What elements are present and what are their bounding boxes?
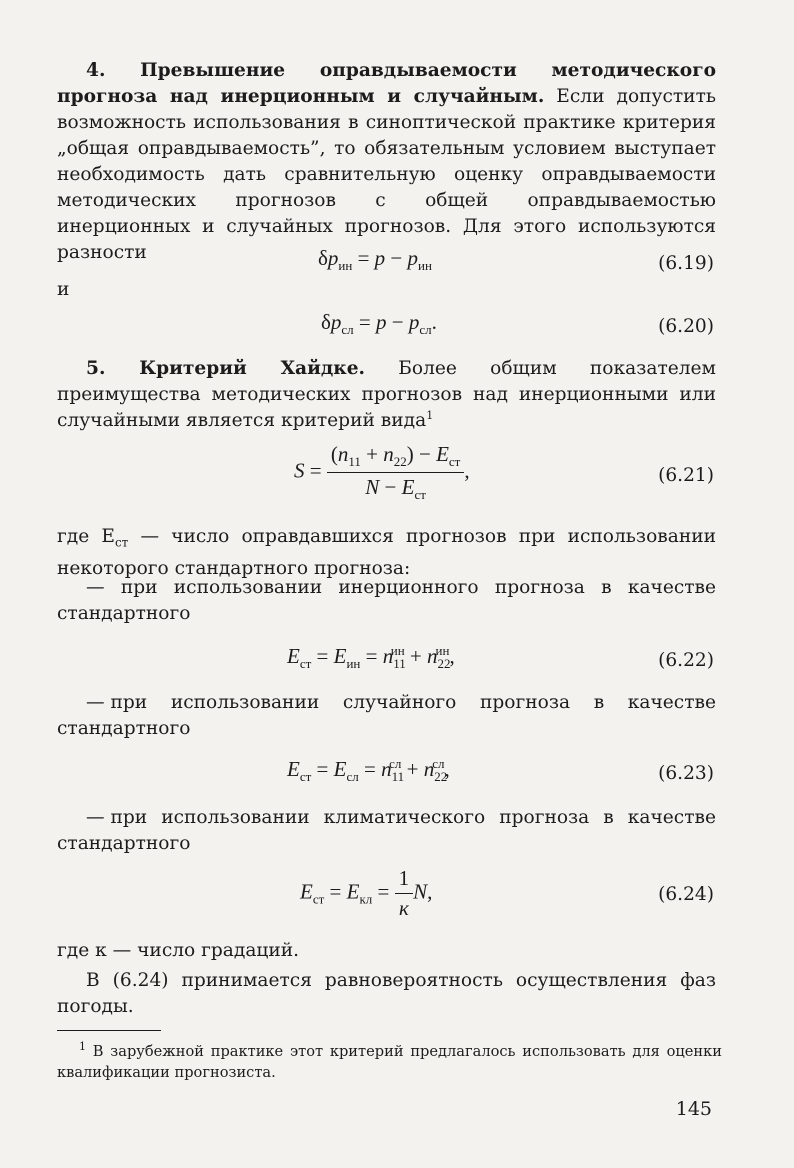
eq-number-6-19: (6.19)	[658, 253, 714, 274]
word: использовании	[161, 807, 310, 828]
word: качестве	[627, 692, 716, 713]
formula-6-20: $\delta p_{сл} = p - p_{сл}$.	[321, 310, 437, 338]
section-4-paragraph	[57, 58, 716, 266]
formula-6-21: S = $\frac{(n_{11} + n_{22}) - E_{ст}}{N - E_{ст}}$ ,	[294, 442, 470, 503]
where-paragraph-2: где к — число градаций.	[57, 940, 300, 961]
word: качестве	[627, 807, 716, 828]
word: прогноза	[499, 807, 590, 828]
where1-prefix: где E	[57, 526, 115, 547]
footnote	[57, 1041, 722, 1083]
section-5-paragraph	[57, 356, 716, 434]
formula-6-23: $E_{ст} = E_{сл} = n_{11}^{сл} + n_{22}^{сл}$,	[287, 756, 450, 785]
formula-6-22: $E_{ст} = E_{ин} = n_{11}^{ин} + n_{22}^{ин}$,	[287, 643, 455, 672]
footnote-text: В зарубежной практике этот критерий предлагалось использовать для оценки квалификации прогнозиста.	[57, 1043, 722, 1081]
eq-number-6-24: (6.24)	[658, 884, 714, 905]
word: использовании	[170, 692, 320, 713]
page-number: 145	[675, 1098, 712, 1120]
eq-number-6-22: (6.22)	[658, 650, 714, 671]
case-random-line1	[86, 690, 716, 716]
word: в	[603, 807, 614, 828]
word: климатического	[323, 807, 486, 828]
footnote-mark: 1	[79, 1040, 86, 1054]
where1-sub: ст	[114, 535, 129, 550]
case-inertial: — при использовании инерционного прогноза в качестве стандартного	[57, 577, 716, 624]
case-climatic-line1	[86, 805, 716, 831]
eq-number-6-21: (6.21)	[658, 465, 714, 486]
where-paragraph-1	[57, 524, 716, 582]
eq-number-6-23: (6.23)	[658, 763, 714, 784]
formula-6-24: $E_{ст} = E_{кл}$ = $\frac{1}{к}$ N,	[300, 866, 433, 920]
where1-rest: — число оправдавшихся прогнозов при использовании некоторого стандартного прогноза:	[57, 526, 716, 579]
section-4-text: Если допустить возможность использования в синоптической практике критерия „общая оправдываемость”, то обязательным условием выступает необходимость дать сравнительную оценку оправдываемости методических прогнозов с общей оправдываемостью инерционных и случайных прогнозов. Для этого используются разности	[57, 86, 716, 263]
word: — при	[86, 692, 148, 713]
section-5-heading: 5. Критерий Хайдке.	[86, 358, 366, 379]
footnote-divider	[57, 1030, 161, 1031]
word: прогноза	[480, 692, 571, 713]
section-5-text: Более общим показателем преимущества методических прогнозов над инерционными или случайными является критерий вида	[57, 358, 717, 431]
footnote-ref: 1	[426, 408, 434, 422]
conjunction-and: и	[57, 279, 70, 300]
section-4-heading: 4. Превышение оправдываемости методического прогноза над инерционным и случайным.	[57, 60, 716, 107]
eq-number-6-20: (6.20)	[658, 316, 714, 337]
formula-6-19: $\delta p_{ин} = p - p_{ин}$	[318, 246, 432, 274]
word: — при	[86, 807, 148, 828]
final-paragraph: В (6.24) принимается равновероятность осуществления фаз погоды.	[57, 970, 716, 1017]
word: случайного	[342, 692, 457, 713]
case-random-line2: стандартного	[57, 718, 191, 739]
word: в	[593, 692, 605, 713]
case-climatic-line2: стандартного	[57, 833, 191, 854]
